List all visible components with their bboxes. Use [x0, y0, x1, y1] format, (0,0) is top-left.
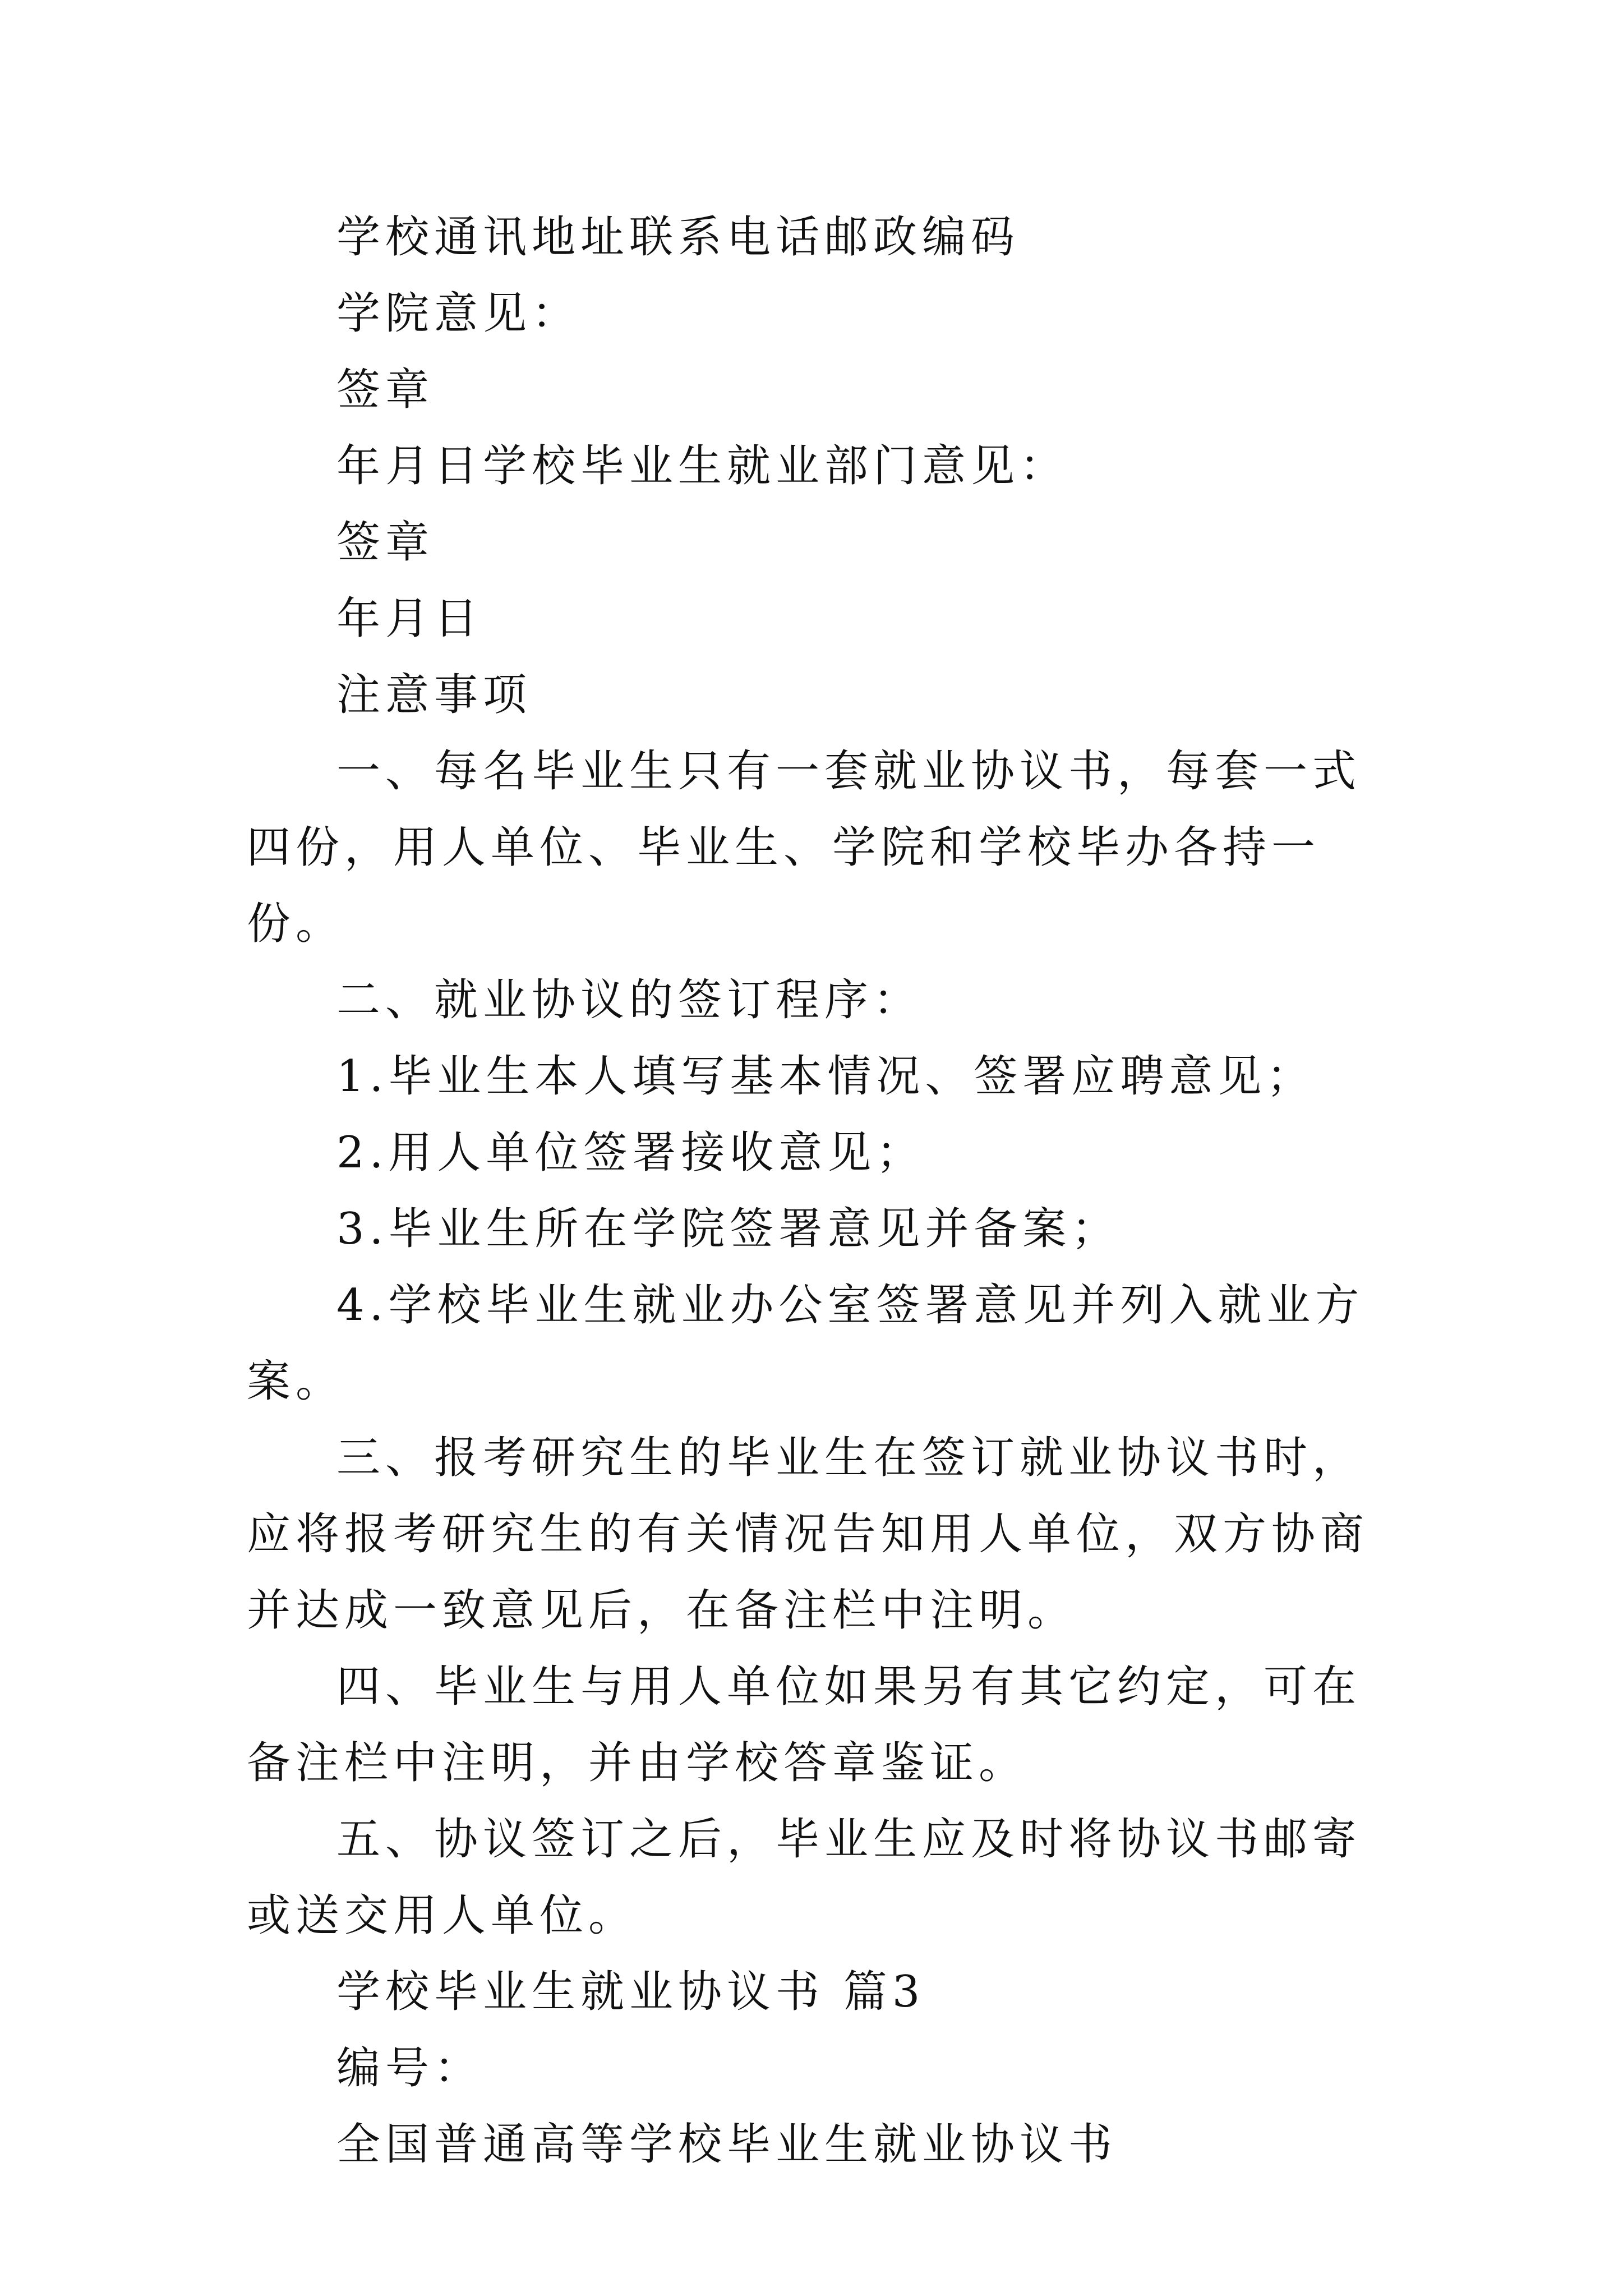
college-seal-label: 签章 [336, 365, 435, 415]
serial-number-label: 编号： [336, 2043, 483, 2093]
procedure-step-4: 4.学校毕业生就业办公室签署意见并列入就业方案。 [247, 1280, 1364, 1407]
college-opinion-label: 学院意见： [336, 288, 581, 339]
date-label: 年月日 [336, 593, 483, 644]
procedure-step-3: 3.毕业生所在学院签署意见并备案； [336, 1204, 1121, 1254]
note-item-4: 四、毕业生与用人单位如果另有其它约定，可在备注栏中注明，并由学校答章鉴证。 [247, 1662, 1362, 1788]
agreement-title: 全国普通高等学校毕业生就业协议书 [336, 2119, 1118, 2170]
note-item-1: 一、每名毕业生只有一套就业协议书，每套一式四份，用人单位、毕业生、学院和学校毕办各持一份。 [247, 746, 1362, 949]
procedure-step-1: 1.毕业生本人填写基本情况、签署应聘意见； [336, 1051, 1316, 1102]
document-body [247, 199, 1380, 2183]
school-address-line: 学校通讯地址联系电话邮政编码 [336, 212, 1020, 263]
dept-seal-label: 签章 [336, 517, 435, 568]
note-item-3: 三、报考研究生的毕业生在签订就业协议书时，应将报考研究生的有关情况告知用人单位，双方协商并达成一致意见后，在备注栏中注明。 [247, 1433, 1370, 1636]
procedure-step-2: 2.用人单位签署接收意见； [336, 1128, 925, 1178]
notes-heading: 注意事项 [336, 670, 532, 720]
date-employment-dept-opinion: 年月日学校毕业生就业部门意见： [336, 441, 1069, 491]
note-item-5: 五、协议签订之后，毕业生应及时将协议书邮寄或送交用人单位。 [247, 1814, 1362, 1941]
section-title: 学校毕业生就业协议书 篇3 [336, 1967, 925, 2017]
note-item-2: 二、就业协议的签订程序： [336, 975, 923, 1025]
